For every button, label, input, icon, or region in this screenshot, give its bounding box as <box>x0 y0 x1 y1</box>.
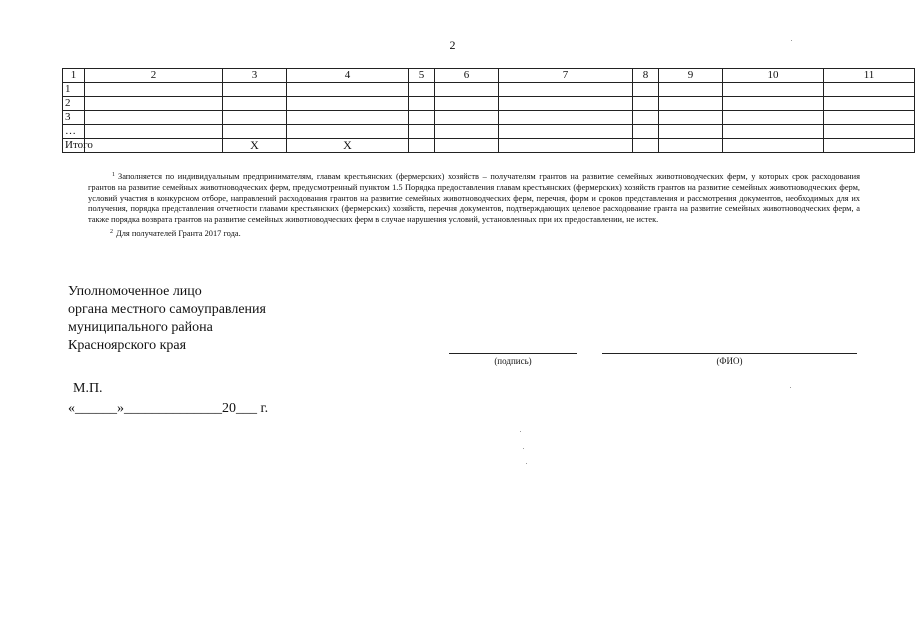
scan-speck <box>791 40 792 41</box>
column-header: 5 <box>409 69 435 83</box>
table-row <box>63 97 915 111</box>
table-cell <box>824 83 915 97</box>
table-cell <box>499 111 633 125</box>
table-cell <box>85 97 223 111</box>
signature-line <box>449 353 577 354</box>
full-name-line <box>602 353 857 354</box>
column-header: 9 <box>659 69 723 83</box>
table-cell <box>499 83 633 97</box>
report-table <box>62 68 915 153</box>
table-cell <box>409 111 435 125</box>
table-cell <box>85 83 223 97</box>
table-cell <box>723 111 824 125</box>
date-line: «______»______________20___ г. <box>68 401 269 416</box>
table-cell <box>499 125 633 139</box>
scan-speck <box>523 448 524 449</box>
column-header: 3 <box>223 69 287 83</box>
table-cell <box>409 139 435 153</box>
table-cell <box>659 83 723 97</box>
official-line-3: муниципального района <box>68 320 213 335</box>
table-cell <box>659 125 723 139</box>
table-row <box>63 83 915 97</box>
official-line-2: органа местного самоуправления <box>68 302 266 317</box>
table-cell <box>223 97 287 111</box>
table-total-row <box>63 139 915 153</box>
table-cell <box>633 111 659 125</box>
table-cell <box>85 125 223 139</box>
table-cell <box>287 97 409 111</box>
table-cell <box>633 97 659 111</box>
scan-speck <box>790 387 791 388</box>
table-cell: X <box>223 139 287 153</box>
table-cell <box>287 111 409 125</box>
table-cell <box>435 83 499 97</box>
table-cell <box>85 111 223 125</box>
column-header: 11 <box>824 69 915 83</box>
seal-label: М.П. <box>73 381 103 396</box>
table-cell <box>223 83 287 97</box>
footnote-1 <box>88 170 860 226</box>
full-name-caption: (ФИО) <box>716 356 743 366</box>
table-cell <box>659 139 723 153</box>
table-cell <box>435 125 499 139</box>
authorized-person-block <box>68 283 266 355</box>
table-header-row <box>63 69 915 83</box>
column-header: 8 <box>633 69 659 83</box>
table-cell <box>409 125 435 139</box>
table-cell <box>223 111 287 125</box>
official-line-1: Уполномоченное лицо <box>68 284 202 299</box>
column-header: 7 <box>499 69 633 83</box>
table-cell <box>633 83 659 97</box>
row-label: 2 <box>63 97 85 111</box>
table-row <box>63 111 915 125</box>
table-cell <box>499 139 633 153</box>
scan-speck <box>520 431 521 432</box>
table-cell <box>824 97 915 111</box>
table-cell <box>409 97 435 111</box>
table-cell <box>723 97 824 111</box>
table-cell <box>435 97 499 111</box>
table-cell <box>723 83 824 97</box>
row-label: 1 <box>63 83 85 97</box>
table-cell <box>287 125 409 139</box>
table-cell <box>659 111 723 125</box>
footnote-2-marker: 2 <box>110 228 113 235</box>
table-cell <box>824 139 915 153</box>
column-header: 2 <box>85 69 223 83</box>
table-cell <box>435 111 499 125</box>
table-cell <box>633 125 659 139</box>
scan-speck <box>526 463 527 464</box>
column-header: 10 <box>723 69 824 83</box>
footnote-1-marker: 1 <box>112 172 115 178</box>
row-label: … <box>63 125 85 139</box>
table-cell <box>723 139 824 153</box>
table-cell <box>409 83 435 97</box>
table-cell <box>659 97 723 111</box>
column-header: 6 <box>435 69 499 83</box>
table-cell <box>824 111 915 125</box>
footnotes <box>88 170 860 240</box>
page-number: 2 <box>449 38 456 52</box>
row-label: 3 <box>63 111 85 125</box>
footnote-2-text: Для получателей Гранта 2017 года. <box>116 228 241 238</box>
table-cell: X <box>287 139 409 153</box>
table-cell <box>85 139 223 153</box>
table-cell <box>723 125 824 139</box>
footnote-2 <box>88 227 860 240</box>
footnote-1-text: Заполняется по индивидуальным предпринимателям, главам крестьянских (фермерских) хозяйств – получателям грантов на развитие семейных животноводческих ферм, у которых срок расходования грантов на развитие семейных животноводческих ферм, предусмотренный пунктом 1.5 Порядка предоставления главам крестьянских (фермерских) хозяйств грантов на развитие семейных животноводческих ферм, условий участия в конкурсном отборе, направлений расходования грантов на развитие семейных животноводческих ферм, перечня, форм и сроков представления и рассмотрения документов, необходимых для их получения, порядка представления отчетности главами крестьянских (фермерских) хозяйств, перечня документов, подтверждающих целевое расходование гранта на развитие семейных животноводческих ферм, а также порядка возврата грантов на развитие семейных животноводческих ферм в случае нарушения условий, установленных при их предоставлении, не истек. <box>88 172 860 225</box>
signature-caption: (подпись) <box>494 356 532 366</box>
row-label: Итого <box>63 139 85 153</box>
table-cell <box>435 139 499 153</box>
table-cell <box>223 125 287 139</box>
table-cell <box>499 97 633 111</box>
column-header: 1 <box>63 69 85 83</box>
official-line-4: Красноярского края <box>68 338 187 353</box>
column-header: 4 <box>287 69 409 83</box>
table-cell <box>633 139 659 153</box>
table-cell <box>287 83 409 97</box>
table-row <box>63 125 915 139</box>
table-cell <box>824 125 915 139</box>
